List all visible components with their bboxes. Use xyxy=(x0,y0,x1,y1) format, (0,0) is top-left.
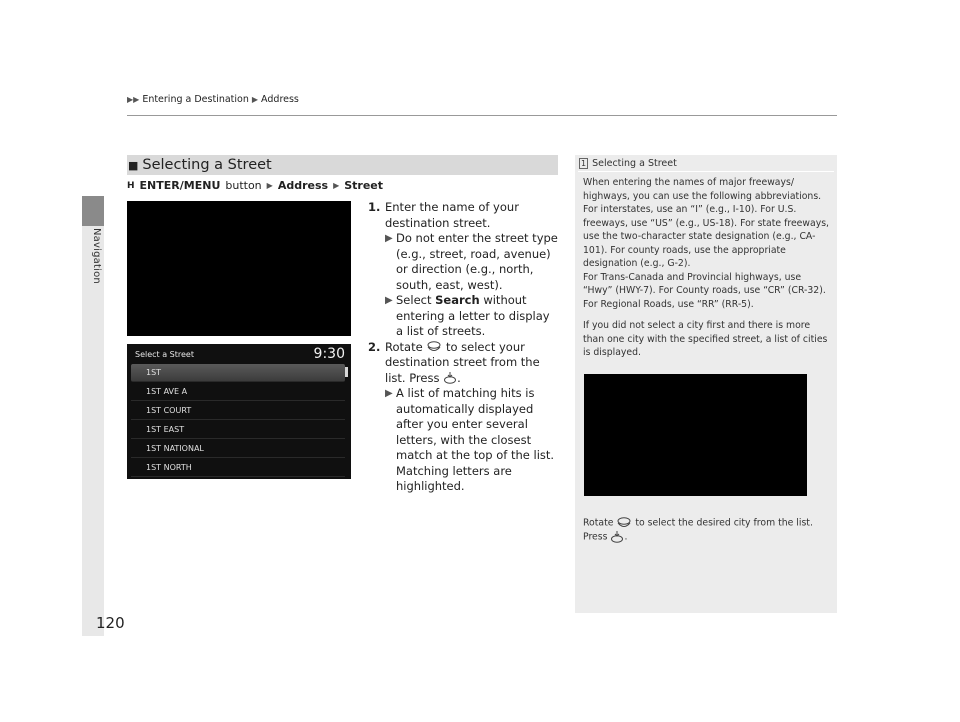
substep-bold: Search xyxy=(435,293,480,307)
step-substep xyxy=(368,231,558,293)
substep-text: Do not enter the street type (e.g., street, road, avenue) or direction (e.g., north, south, east, west). xyxy=(396,231,558,292)
press-dial-icon xyxy=(443,371,457,385)
note-text: Rotate xyxy=(583,517,614,529)
list-item[interactable]: 1ST EAST xyxy=(131,421,345,439)
section-heading xyxy=(127,155,558,175)
step-number: 2. xyxy=(368,339,381,354)
press-dial-icon xyxy=(610,530,624,544)
screen-title: Select a Street xyxy=(135,350,194,359)
list-item[interactable]: 1ST COURT xyxy=(131,402,345,420)
menu-path xyxy=(127,179,383,192)
note-paragraph: For Trans-Canada and Provincial highways, use “Hwy” (HWY-7). For County roads, use “CR” (CR-32). For Regional Roads, use “RR” (RR-5). xyxy=(583,271,826,310)
menu-path-item: ENTER/MENU xyxy=(139,179,221,192)
menu-path-suffix: button xyxy=(225,179,262,192)
breadcrumb xyxy=(127,94,299,105)
note-title xyxy=(579,158,677,169)
step-text: Enter the name of your destination street. xyxy=(385,200,519,230)
step-text: Rotate xyxy=(385,339,423,354)
section-title: Selecting a Street xyxy=(142,157,272,173)
scrollbar-thumb[interactable] xyxy=(345,367,348,377)
note-divider xyxy=(578,171,834,172)
menu-path-item: Address xyxy=(277,179,329,192)
screen-clock: 9:30 xyxy=(313,346,345,362)
interface-dial-icon xyxy=(426,340,442,354)
step-number: 1. xyxy=(368,200,381,214)
note-title-text: Selecting a Street xyxy=(592,158,677,169)
substep-text: A list of matching hits is automatically displayed after you enter several letters, with the closest match at the top of the list. Matching letters are highlighted. xyxy=(396,386,555,493)
substep-arrow-icon: ▶ xyxy=(385,295,393,306)
list-item[interactable]: 1ST NATIONAL xyxy=(131,440,345,458)
home-button-icon: H xyxy=(127,180,135,191)
substep-text: Select xyxy=(396,293,432,307)
breadcrumb-item: Entering a Destination xyxy=(142,94,249,105)
section-marker-icon: ■ xyxy=(128,158,139,172)
note-footer: Rotate to select the desired city from the list. Press . xyxy=(583,517,813,543)
path-arrow-icon: ▶ xyxy=(333,181,340,190)
step-substep xyxy=(368,386,558,495)
page-number: 120 xyxy=(96,614,125,632)
note-text: Press xyxy=(583,531,608,543)
list-item[interactable]: 1ST AVE A xyxy=(131,383,345,401)
screen-image-city-list xyxy=(584,374,807,496)
interface-dial-icon xyxy=(616,516,632,530)
list-item[interactable]: 1ST xyxy=(131,364,345,382)
instruction-steps xyxy=(368,200,558,495)
header-rule xyxy=(127,115,837,116)
chapter-label: Navigation xyxy=(91,228,102,284)
substep-arrow-icon: ▶ xyxy=(385,233,393,244)
screen-image-entry xyxy=(127,201,351,336)
substep-arrow-icon: ▶ xyxy=(385,388,393,399)
breadcrumb-arrow-icon: ▶ xyxy=(251,95,259,104)
breadcrumb-arrow-icon: ▶▶ xyxy=(127,95,140,104)
step-1 xyxy=(368,200,558,231)
chapter-tab-marker xyxy=(82,196,104,226)
step-substep xyxy=(368,293,558,340)
note-paragraph: When entering the names of major freeways/ highways, you can use the following abbreviations. For interstates, use an “I” (e.g., I-10). For U.S. freeways, use “US” (e.g., US-18). For state freeways, use the two-character state designation (e.g., CA-101). For county roads, use the appropriate designation (e.g., G-2). xyxy=(583,177,830,269)
step-text: to select your destination street from the list. xyxy=(385,339,540,385)
note-text: to select the desired city from the list. xyxy=(635,517,813,529)
menu-path-item: Street xyxy=(344,179,384,192)
step-2: 2. Rotate to select your destination street from the list. Press . xyxy=(368,339,540,385)
screen-image-street-list xyxy=(127,344,351,479)
note-body xyxy=(583,176,833,368)
path-arrow-icon: ▶ xyxy=(266,181,273,190)
note-paragraph: If you did not select a city first and there is more than one city with the specified street, a list of cities is displayed. xyxy=(583,320,828,358)
note-icon: 1 xyxy=(581,159,587,168)
step-text: Press xyxy=(409,370,440,385)
list-item[interactable]: 1ST NORTH xyxy=(131,459,345,477)
breadcrumb-item: Address xyxy=(261,94,299,105)
substep-text: without entering a letter to display a list of streets. xyxy=(396,293,550,338)
